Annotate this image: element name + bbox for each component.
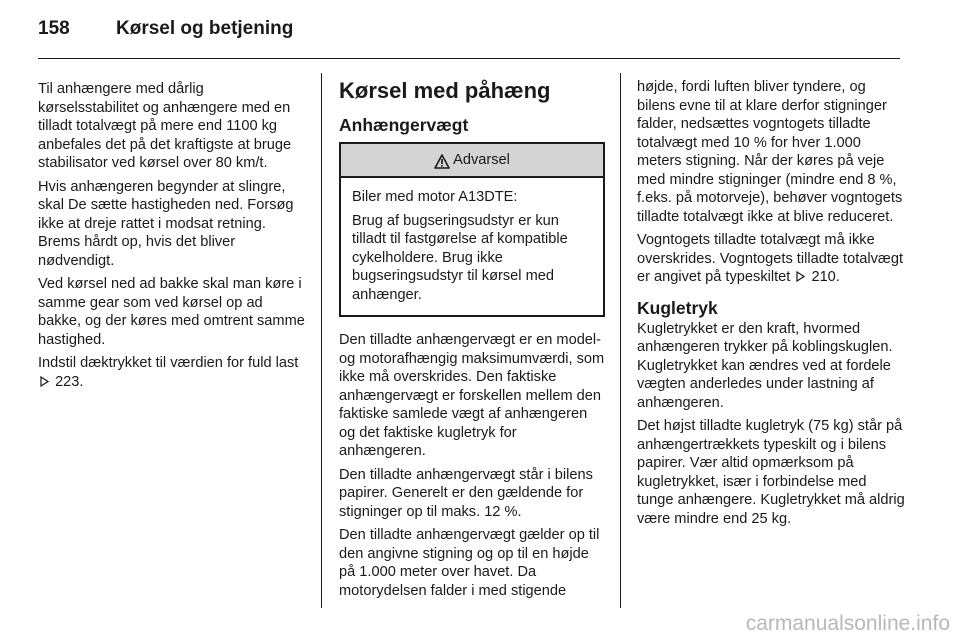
section-title: Kørsel med påhæng <box>339 78 551 103</box>
page-reference-icon <box>40 376 49 387</box>
paragraph: Den tilladte anhængervægt er en model- og motorafhængig maksimumværdi, som ikke må overskrides. Den faktiske anhængervægt er forskellen mellem den faktiske samlede vægt af anhængeren og det faktiske kugletryk for anhængeren. <box>339 332 605 459</box>
paragraph-text: Indstil dæktrykket til værdien for fuld last <box>38 355 299 371</box>
paragraph <box>38 354 306 391</box>
watermark: carmanualsonline.info <box>745 612 950 635</box>
page-reference-link[interactable]: 210. <box>811 269 840 285</box>
page-reference-icon <box>796 271 805 282</box>
column-right <box>637 78 905 533</box>
page-title: Kørsel og betjening <box>116 18 294 39</box>
header-rule <box>38 58 900 59</box>
paragraph: Kugletrykket er den kraft, hvormed anhængeren trykker på koblingskuglen. Kugletrykket kan ændres ved at fordele vægten anderledes under lastning af anhængeren. <box>637 320 893 411</box>
column-divider-right <box>620 73 621 608</box>
subsection-title: Anhængervægt <box>339 115 469 135</box>
page-reference-link[interactable]: 223. <box>55 373 84 390</box>
warning-paragraph: Biler med motor A13DTE: <box>352 189 518 205</box>
paragraph-text: Vogntogets tilladte totalvægt må ikke overskrides. Vogntogets tilladte totalvægt er angivet på typeskiltet <box>637 232 904 285</box>
paragraph: højde, fordi luften bliver tyndere, og bilens evne til at klare derfor stigninger falder, nedsættes vogntogets tilladte totalvægt med 10 % for hver 1.000 meters stigning. Når der køres på veje med mindre stigninger (mindre end 8 %, f.eks. på motorveje), behøver vogntogets tilladte totalvægt ikke at blive reduceret. <box>637 79 903 225</box>
column-left <box>38 80 306 396</box>
page-header <box>38 18 293 48</box>
warning-paragraph: Brug af bugseringsudstyr er kun tilladt til fastgørelse af kompatible cykelholdere. Brug ikke bugseringsudstyr til kørsel med anhænger. <box>352 212 568 303</box>
warning-body <box>341 178 603 315</box>
warning-triangle-icon <box>434 154 450 169</box>
paragraph: Den tilladte anhængervægt står i bilens papirer. Generelt er den gældende for stigninger op til maks. 12 %. <box>339 466 593 520</box>
column-middle <box>339 78 605 605</box>
paragraph: Til anhængere med dårlig kørselsstabilitet og anhængere med en tilladt totalvægt på mere end 1100 kg anbefales det på det kraftigste at bruge stabilisator ved kørsel over 80 km/t. <box>38 81 292 171</box>
page-number: 158 <box>38 18 70 39</box>
subsection-title: Kugletryk <box>637 297 718 318</box>
paragraph: Hvis anhængeren begynder at slingre, skal De sætte hastigheden ned. Forsøg ikke at dreje rattet i modsat retning. Brems hårdt op, hvis det bliver nødvendigt. <box>38 178 294 269</box>
warning-header <box>341 144 603 178</box>
paragraph: Det højst tilladte kugletryk (75 kg) står på anhængertrækkets typeskilt og i bilens papirer. Vær altid opmærksom på kugletrykket, især i forbindelse med tunge anhængere. Kugletrykket må aldrig være mindre end 25 kg. <box>637 418 905 527</box>
paragraph <box>637 231 905 287</box>
paragraph: Den tilladte anhængervægt gælder op til den angivne stigning og op til en højde på 1.000 meter over havet. Da motorydelsen falder i med stigende <box>339 527 600 599</box>
warning-label: Advarsel <box>453 151 510 168</box>
column-divider-left <box>321 73 322 608</box>
warning-box <box>339 142 605 317</box>
paragraph: Ved kørsel ned ad bakke skal man køre i samme gear som ved kørsel op ad bakke, og der køres med omtrent samme hastighed. <box>38 276 305 348</box>
